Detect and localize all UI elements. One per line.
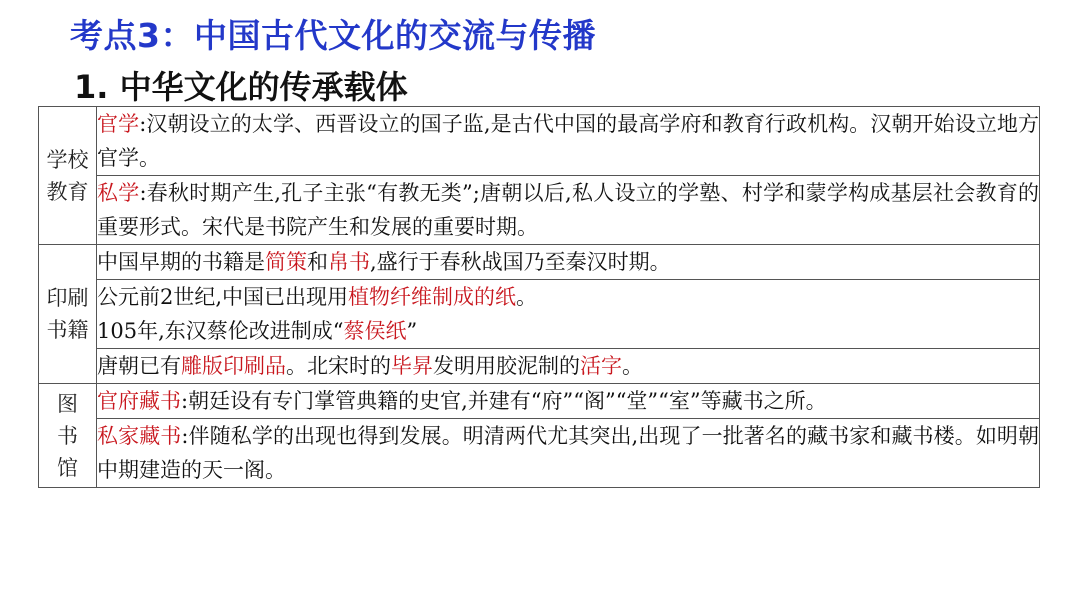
category-library [39, 384, 97, 488]
cell-line [97, 314, 1039, 348]
category-label: 书籍 [46, 318, 89, 342]
highlight-term: 植物纤维制成的纸 [348, 285, 517, 309]
official-collection-cell [97, 384, 1040, 419]
highlight-term: 官府藏书 [97, 389, 181, 413]
category-label: 印刷 [46, 286, 89, 310]
category-printing-books [39, 245, 97, 384]
printing-cell [97, 349, 1040, 384]
section-subtitle: 1. 中华文化的传承载体 [74, 68, 408, 106]
highlight-term: 雕版印刷品 [181, 354, 286, 378]
table-row [39, 245, 1040, 280]
content-table [38, 106, 1040, 488]
cell-text: :伴随私学的出现也得到发展。明清两代尤其突出,出现了一批著名的藏书家和藏书楼。如明朝中期建造的天一阁。 [97, 424, 1040, 482]
cell-text: 发明用胶泥制的 [433, 354, 580, 378]
highlight-term: 活字 [580, 354, 622, 378]
highlight-term: 官学 [97, 112, 140, 136]
page-title: 考点3：中国古代文化的交流与传播 [70, 16, 596, 55]
official-school-cell [97, 107, 1040, 176]
category-label: 教育 [46, 179, 89, 204]
cell-text: 中国早期的书籍是 [97, 250, 265, 274]
cell-text: ” [406, 319, 418, 343]
category-label: 馆 [57, 455, 78, 480]
cell-text: :汉朝设立的太学、西晋设立的国子监,是古代中国的最高学府和教育行政机构。汉朝开始设立地方官学。 [97, 112, 1040, 170]
highlight-term: 蔡侯纸 [343, 319, 407, 343]
category-label: 书 [57, 423, 78, 448]
table-row [39, 176, 1040, 245]
cell-line [97, 280, 1039, 314]
cell-text: 。 [622, 354, 643, 378]
table-row [39, 349, 1040, 384]
cell-text: ,盛行于春秋战国乃至秦汉时期。 [370, 250, 671, 274]
cell-text: 。 [516, 285, 538, 309]
cell-text: 。北宋时的 [286, 354, 391, 378]
highlight-term: 帛书 [328, 250, 370, 274]
category-label: 图 [57, 391, 78, 416]
highlight-term: 私学 [97, 181, 140, 205]
highlight-term: 私家藏书 [97, 424, 182, 448]
paper-cell [97, 280, 1040, 349]
cell-text: 和 [307, 250, 328, 274]
cell-text: 公元前2世纪,中国已出现用 [97, 285, 349, 309]
table-row [39, 384, 1040, 419]
highlight-term: 简策 [265, 250, 307, 274]
cell-text: 唐朝已有 [97, 354, 181, 378]
cell-text: :朝廷设有专门掌管典籍的史官,并建有“府”“阁”“堂”“室”等藏书之所。 [181, 389, 827, 413]
highlight-term: 毕昇 [391, 354, 433, 378]
category-school-education [39, 107, 97, 245]
private-school-cell [97, 176, 1040, 245]
early-books-cell [97, 245, 1040, 280]
private-collection-cell [97, 419, 1040, 488]
table-row [39, 280, 1040, 349]
cell-text: 105年,东汉蔡伦改进制成“ [97, 319, 344, 343]
table-row [39, 107, 1040, 176]
table-row [39, 419, 1040, 488]
cell-text: :春秋时期产生,孔子主张“有教无类”;唐朝以后,私人设立的学塾、村学和蒙学构成基层社会教育的重要形式。宋代是书院产生和发展的重要时期。 [97, 181, 1039, 239]
category-label: 学校 [46, 147, 89, 172]
